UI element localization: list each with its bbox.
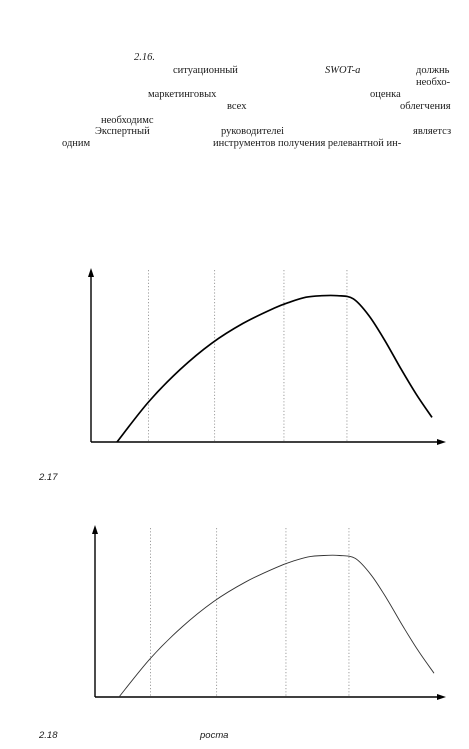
curve-line <box>119 555 434 697</box>
x-axis-arrow <box>437 694 446 700</box>
text-fragment: одним <box>62 138 91 149</box>
text-fragment: Экспертный <box>95 126 150 137</box>
text-fragment: оценка <box>370 89 401 100</box>
figure-caption-extra: роста <box>200 730 229 741</box>
text-fragment: являетсз <box>413 126 452 137</box>
text-fragment: инструментов получения релевантной ин- <box>213 138 402 149</box>
text-fragment: должнь <box>416 65 450 76</box>
figure-caption: 2.17 <box>39 472 58 483</box>
figure-caption: 2.18 <box>39 730 58 741</box>
section-ref: 2.16. <box>134 52 155 63</box>
y-axis-arrow <box>92 525 98 534</box>
text-fragment: ситуационный <box>173 65 238 76</box>
text-fragment: руководителеі <box>221 126 285 137</box>
text-fragment: всех <box>227 101 247 112</box>
text-fragment: маркетинговых <box>148 89 217 100</box>
text-fragment-swot: SWOT-a <box>325 65 361 76</box>
text-fragment: необхо- <box>416 77 451 88</box>
text-fragment: облегчения <box>400 101 451 112</box>
text-fragment: необходимс <box>101 115 154 126</box>
